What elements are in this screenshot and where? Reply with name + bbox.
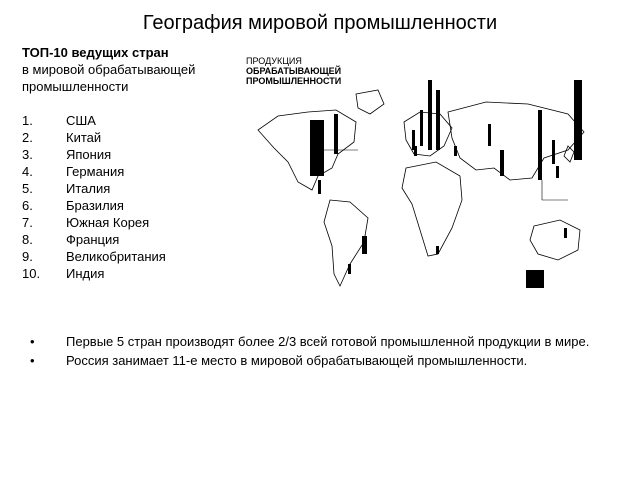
top10-panel — [22, 44, 242, 282]
france-column — [420, 110, 423, 146]
key-facts-list — [30, 334, 610, 372]
korea-column — [552, 140, 555, 164]
spain-column — [414, 146, 417, 156]
argentina-column — [348, 264, 351, 274]
rank-number: 2. — [22, 130, 33, 145]
map-label-line3: ПРОМЫШЛЕННОСТИ — [246, 76, 342, 86]
list-item — [22, 214, 242, 231]
country-name: Италия — [66, 181, 111, 196]
country-ranking-list — [22, 112, 242, 282]
rank-number: 10. — [22, 266, 41, 281]
leader-lines — [324, 150, 568, 200]
india-column — [500, 150, 504, 176]
italy-column — [436, 90, 440, 150]
canada-column — [334, 114, 338, 154]
rank-number: 6. — [22, 198, 33, 213]
greenland-outline — [356, 90, 384, 114]
list-item — [30, 353, 610, 368]
fact-text: Первые 5 стран производят более 2/3 всей готовой промышленной продукции в мире. — [66, 334, 590, 349]
country-name: Япония — [66, 147, 112, 162]
australia-outline — [530, 220, 580, 260]
list-item — [22, 112, 242, 129]
taiwan-column — [556, 166, 559, 178]
country-name: Индия — [66, 266, 105, 281]
top10-heading: ТОП-10 ведущих стран — [22, 45, 169, 60]
rank-number: 3. — [22, 147, 33, 162]
fact-text: Россия занимает 11-е место в мировой обрабатывающей промышленности. — [66, 353, 528, 368]
list-item — [22, 248, 242, 265]
list-item — [22, 146, 242, 163]
bullet-marker: • — [30, 353, 35, 368]
list-item — [30, 334, 610, 349]
list-item — [22, 129, 242, 146]
top10-subtitle-line2: промышленности — [22, 79, 129, 94]
rank-number: 5. — [22, 181, 33, 196]
map-label-line1: ПРОДУКЦИЯ — [246, 56, 302, 66]
world-manufacturing-map — [238, 50, 594, 306]
country-name: Китай — [66, 130, 102, 145]
legend-column — [526, 270, 544, 288]
rank-number: 9. — [22, 249, 33, 264]
map-label-line2: ОБРАБАТЫВАЮЩЕЙ — [246, 66, 342, 76]
country-name: Германия — [66, 164, 125, 179]
australia-column — [564, 228, 567, 238]
mexico-column — [318, 180, 321, 194]
list-item — [22, 231, 242, 248]
country-name: Бразилия — [66, 198, 124, 213]
slide-title: География мировой промышленности — [142, 12, 498, 34]
turkey-column — [454, 146, 457, 156]
list-item — [22, 265, 242, 282]
country-name: Франция — [66, 232, 120, 247]
production-columns — [310, 80, 582, 288]
map-label — [246, 56, 341, 86]
list-item — [22, 197, 242, 214]
country-name: США — [66, 113, 96, 128]
asia-outline — [448, 102, 584, 180]
rank-number: 7. — [22, 215, 33, 230]
bullet-marker: • — [30, 334, 35, 349]
russia-column — [488, 124, 491, 146]
africa-outline — [402, 162, 462, 256]
rank-number: 4. — [22, 164, 33, 179]
top10-subtitle-line1: в мировой обрабатывающей — [22, 62, 196, 77]
south-africa-column — [436, 246, 439, 254]
japan-column — [574, 80, 582, 160]
china-column — [538, 110, 542, 180]
usa-column — [310, 120, 324, 176]
list-item — [22, 180, 242, 197]
rank-number: 8. — [22, 232, 33, 247]
map-graphic — [238, 50, 594, 306]
country-name: Южная Корея — [66, 215, 150, 230]
brazil-column — [362, 236, 367, 254]
list-item — [22, 163, 242, 180]
rank-number: 1. — [22, 113, 33, 128]
germany-column — [428, 80, 432, 150]
south-america-outline — [324, 200, 368, 286]
country-name: Великобритания — [66, 249, 166, 264]
